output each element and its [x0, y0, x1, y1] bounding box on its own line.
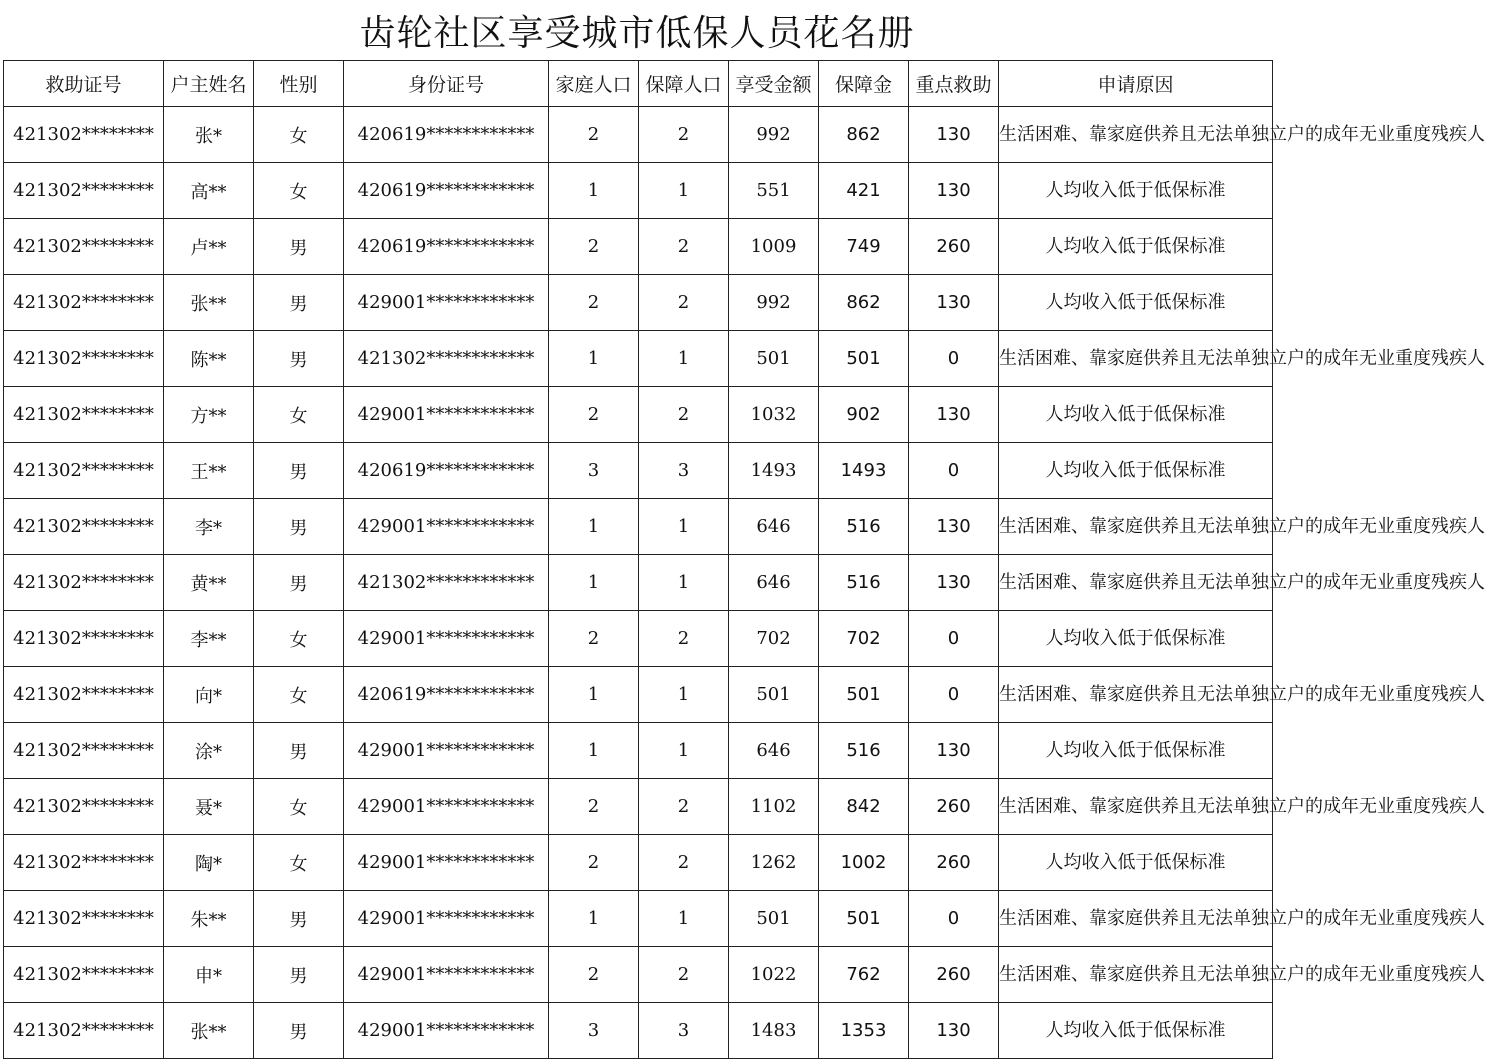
priority-aid-cell: 260 [909, 779, 999, 835]
header-gender: 性别 [254, 61, 344, 107]
table-row [4, 275, 1273, 331]
application-reason-cell: 生活困难、靠家庭供养且无法单独立户的成年无业重度残疾人 [999, 499, 1273, 555]
covered-persons-cell: 2 [639, 611, 729, 667]
family-size-cell: 2 [549, 219, 639, 275]
id-number-cell: 429001************ [344, 499, 549, 555]
guarantee-fund-cell: 762 [819, 947, 909, 1003]
priority-aid-cell: 260 [909, 219, 999, 275]
family-size-cell: 2 [549, 387, 639, 443]
id-number-cell: 429001************ [344, 1003, 549, 1059]
id-number-cell: 421302************ [344, 331, 549, 387]
family-size-cell: 2 [549, 611, 639, 667]
application-reason-cell: 生活困难、靠家庭供养且无法单独立户的成年无业重度残疾人 [999, 107, 1273, 163]
benefit-amount-cell: 992 [729, 107, 819, 163]
header-guarantee-fund: 保障金 [819, 61, 909, 107]
cert-number-cell: 421302******** [4, 1003, 164, 1059]
id-number-cell: 421302************ [344, 555, 549, 611]
gender-cell: 男 [254, 891, 344, 947]
priority-aid-cell: 0 [909, 891, 999, 947]
covered-persons-cell: 1 [639, 331, 729, 387]
householder-name-cell: 聂* [164, 779, 254, 835]
guarantee-fund-cell: 862 [819, 275, 909, 331]
application-reason-cell: 人均收入低于低保标准 [999, 835, 1273, 891]
gender-cell: 男 [254, 443, 344, 499]
benefit-amount-cell: 992 [729, 275, 819, 331]
id-number-cell: 429001************ [344, 779, 549, 835]
header-covered-persons: 保障人口 [639, 61, 729, 107]
gender-cell: 女 [254, 667, 344, 723]
application-reason-cell: 生活困难、靠家庭供养且无法单独立户的成年无业重度残疾人 [999, 779, 1273, 835]
family-size-cell: 2 [549, 947, 639, 1003]
header-id-number: 身份证号 [344, 61, 549, 107]
benefit-amount-cell: 1493 [729, 443, 819, 499]
cert-number-cell: 421302******** [4, 275, 164, 331]
application-reason-cell: 人均收入低于低保标准 [999, 387, 1273, 443]
gender-cell: 女 [254, 611, 344, 667]
application-reason-cell: 人均收入低于低保标准 [999, 275, 1273, 331]
householder-name-cell: 申* [164, 947, 254, 1003]
householder-name-cell: 张** [164, 275, 254, 331]
guarantee-fund-cell: 501 [819, 667, 909, 723]
gender-cell: 女 [254, 779, 344, 835]
header-cert-no: 救助证号 [4, 61, 164, 107]
householder-name-cell: 张* [164, 107, 254, 163]
householder-name-cell: 王** [164, 443, 254, 499]
guarantee-fund-cell: 842 [819, 779, 909, 835]
priority-aid-cell: 130 [909, 107, 999, 163]
covered-persons-cell: 2 [639, 275, 729, 331]
table-row [4, 387, 1273, 443]
benefit-amount-cell: 501 [729, 891, 819, 947]
table-row [4, 499, 1273, 555]
family-size-cell: 3 [549, 1003, 639, 1059]
benefit-amount-cell: 501 [729, 331, 819, 387]
application-reason-cell: 人均收入低于低保标准 [999, 443, 1273, 499]
priority-aid-cell: 130 [909, 723, 999, 779]
covered-persons-cell: 1 [639, 163, 729, 219]
table-row [4, 107, 1273, 163]
family-size-cell: 1 [549, 667, 639, 723]
page-title: 齿轮社区享受城市低保人员花名册 [359, 12, 915, 54]
priority-aid-cell: 130 [909, 499, 999, 555]
benefit-amount-cell: 702 [729, 611, 819, 667]
application-reason-cell: 生活困难、靠家庭供养且无法单独立户的成年无业重度残疾人 [999, 947, 1273, 1003]
application-reason-cell: 生活困难、靠家庭供养且无法单独立户的成年无业重度残疾人 [999, 891, 1273, 947]
covered-persons-cell: 1 [639, 891, 729, 947]
covered-persons-cell: 1 [639, 667, 729, 723]
roster-body [4, 107, 1485, 1059]
benefit-amount-cell: 501 [729, 667, 819, 723]
guarantee-fund-cell: 1493 [819, 443, 909, 499]
gender-cell: 男 [254, 723, 344, 779]
family-size-cell: 1 [549, 555, 639, 611]
family-size-cell: 1 [549, 331, 639, 387]
priority-aid-cell: 0 [909, 443, 999, 499]
guarantee-fund-cell: 1002 [819, 835, 909, 891]
application-reason-cell: 人均收入低于低保标准 [999, 1003, 1273, 1059]
benefit-amount-cell: 646 [729, 723, 819, 779]
cert-number-cell: 421302******** [4, 891, 164, 947]
table-row [4, 891, 1273, 947]
table-row [4, 947, 1273, 1003]
table-row [4, 723, 1273, 779]
application-reason-cell: 生活困难、靠家庭供养且无法单独立户的成年无业重度残疾人 [999, 331, 1273, 387]
gender-cell: 男 [254, 555, 344, 611]
family-size-cell: 3 [549, 443, 639, 499]
cert-number-cell: 421302******** [4, 107, 164, 163]
family-size-cell: 1 [549, 499, 639, 555]
householder-name-cell: 张** [164, 1003, 254, 1059]
id-number-cell: 429001************ [344, 835, 549, 891]
householder-name-cell: 向* [164, 667, 254, 723]
covered-persons-cell: 1 [639, 723, 729, 779]
benefit-amount-cell: 1032 [729, 387, 819, 443]
application-reason-cell: 人均收入低于低保标准 [999, 219, 1273, 275]
cert-number-cell: 421302******** [4, 723, 164, 779]
application-reason-cell: 生活困难、靠家庭供养且无法单独立户的成年无业重度残疾人 [999, 555, 1273, 611]
covered-persons-cell: 2 [639, 779, 729, 835]
gender-cell: 男 [254, 331, 344, 387]
covered-persons-cell: 2 [639, 107, 729, 163]
cert-number-cell: 421302******** [4, 219, 164, 275]
priority-aid-cell: 260 [909, 835, 999, 891]
application-reason-cell: 人均收入低于低保标准 [999, 611, 1273, 667]
priority-aid-cell: 130 [909, 387, 999, 443]
guarantee-fund-cell: 501 [819, 891, 909, 947]
cert-number-cell: 421302******** [4, 331, 164, 387]
priority-aid-cell: 130 [909, 1003, 999, 1059]
header-benefit-amount: 享受金额 [729, 61, 819, 107]
gender-cell: 女 [254, 835, 344, 891]
family-size-cell: 2 [549, 835, 639, 891]
gender-cell: 男 [254, 947, 344, 1003]
family-size-cell: 1 [549, 163, 639, 219]
householder-name-cell: 朱** [164, 891, 254, 947]
guarantee-fund-cell: 421 [819, 163, 909, 219]
application-reason-cell: 人均收入低于低保标准 [999, 723, 1273, 779]
guarantee-fund-cell: 516 [819, 499, 909, 555]
gender-cell: 男 [254, 499, 344, 555]
covered-persons-cell: 2 [639, 387, 729, 443]
covered-persons-cell: 1 [639, 499, 729, 555]
guarantee-fund-cell: 749 [819, 219, 909, 275]
benefit-amount-cell: 646 [729, 555, 819, 611]
table-row [4, 555, 1273, 611]
guarantee-fund-cell: 516 [819, 555, 909, 611]
id-number-cell: 420619************ [344, 443, 549, 499]
id-number-cell: 429001************ [344, 387, 549, 443]
roster-table [3, 60, 1485, 1059]
table-row [4, 779, 1273, 835]
priority-aid-cell: 130 [909, 275, 999, 331]
guarantee-fund-cell: 501 [819, 331, 909, 387]
table-row [4, 219, 1273, 275]
header-application-reason: 申请原因 [999, 61, 1273, 107]
table-row [4, 443, 1273, 499]
gender-cell: 男 [254, 219, 344, 275]
id-number-cell: 429001************ [344, 947, 549, 1003]
id-number-cell: 420619************ [344, 219, 549, 275]
cert-number-cell: 421302******** [4, 947, 164, 1003]
family-size-cell: 2 [549, 107, 639, 163]
guarantee-fund-cell: 702 [819, 611, 909, 667]
cert-number-cell: 421302******** [4, 499, 164, 555]
header-row [4, 61, 1273, 107]
benefit-amount-cell: 1483 [729, 1003, 819, 1059]
cert-number-cell: 421302******** [4, 779, 164, 835]
covered-persons-cell: 1 [639, 555, 729, 611]
cert-number-cell: 421302******** [4, 163, 164, 219]
table-row [4, 611, 1273, 667]
id-number-cell: 429001************ [344, 891, 549, 947]
cert-number-cell: 421302******** [4, 611, 164, 667]
table-row [4, 163, 1273, 219]
id-number-cell: 429001************ [344, 611, 549, 667]
covered-persons-cell: 3 [639, 443, 729, 499]
application-reason-cell: 生活困难、靠家庭供养且无法单独立户的成年无业重度残疾人 [999, 667, 1273, 723]
householder-name-cell: 黄** [164, 555, 254, 611]
header-family-size: 家庭人口 [549, 61, 639, 107]
gender-cell: 男 [254, 1003, 344, 1059]
householder-name-cell: 卢** [164, 219, 254, 275]
gender-cell: 女 [254, 163, 344, 219]
family-size-cell: 2 [549, 779, 639, 835]
benefit-amount-cell: 1009 [729, 219, 819, 275]
covered-persons-cell: 2 [639, 219, 729, 275]
guarantee-fund-cell: 1353 [819, 1003, 909, 1059]
id-number-cell: 420619************ [344, 107, 549, 163]
cert-number-cell: 421302******** [4, 667, 164, 723]
cert-number-cell: 421302******** [4, 555, 164, 611]
priority-aid-cell: 130 [909, 163, 999, 219]
table-row [4, 835, 1273, 891]
priority-aid-cell: 0 [909, 611, 999, 667]
table-row [4, 1003, 1273, 1059]
householder-name-cell: 方** [164, 387, 254, 443]
family-size-cell: 1 [549, 723, 639, 779]
priority-aid-cell: 0 [909, 667, 999, 723]
benefit-amount-cell: 1262 [729, 835, 819, 891]
priority-aid-cell: 0 [909, 331, 999, 387]
priority-aid-cell: 260 [909, 947, 999, 1003]
covered-persons-cell: 2 [639, 835, 729, 891]
householder-name-cell: 陈** [164, 331, 254, 387]
guarantee-fund-cell: 516 [819, 723, 909, 779]
householder-name-cell: 涂* [164, 723, 254, 779]
family-size-cell: 1 [549, 891, 639, 947]
householder-name-cell: 李* [164, 499, 254, 555]
gender-cell: 女 [254, 107, 344, 163]
benefit-amount-cell: 646 [729, 499, 819, 555]
benefit-amount-cell: 1022 [729, 947, 819, 1003]
covered-persons-cell: 2 [639, 947, 729, 1003]
benefit-amount-cell: 551 [729, 163, 819, 219]
householder-name-cell: 李** [164, 611, 254, 667]
family-size-cell: 2 [549, 275, 639, 331]
id-number-cell: 429001************ [344, 723, 549, 779]
guarantee-fund-cell: 902 [819, 387, 909, 443]
id-number-cell: 420619************ [344, 667, 549, 723]
table-row [4, 667, 1273, 723]
cert-number-cell: 421302******** [4, 387, 164, 443]
table-row [4, 331, 1273, 387]
cert-number-cell: 421302******** [4, 443, 164, 499]
header-householder-name: 户主姓名 [164, 61, 254, 107]
header-priority-aid: 重点救助 [909, 61, 999, 107]
benefit-amount-cell: 1102 [729, 779, 819, 835]
householder-name-cell: 陶* [164, 835, 254, 891]
gender-cell: 女 [254, 387, 344, 443]
cert-number-cell: 421302******** [4, 835, 164, 891]
covered-persons-cell: 3 [639, 1003, 729, 1059]
id-number-cell: 429001************ [344, 275, 549, 331]
application-reason-cell: 人均收入低于低保标准 [999, 163, 1273, 219]
guarantee-fund-cell: 862 [819, 107, 909, 163]
priority-aid-cell: 130 [909, 555, 999, 611]
gender-cell: 男 [254, 275, 344, 331]
householder-name-cell: 高** [164, 163, 254, 219]
id-number-cell: 420619************ [344, 163, 549, 219]
